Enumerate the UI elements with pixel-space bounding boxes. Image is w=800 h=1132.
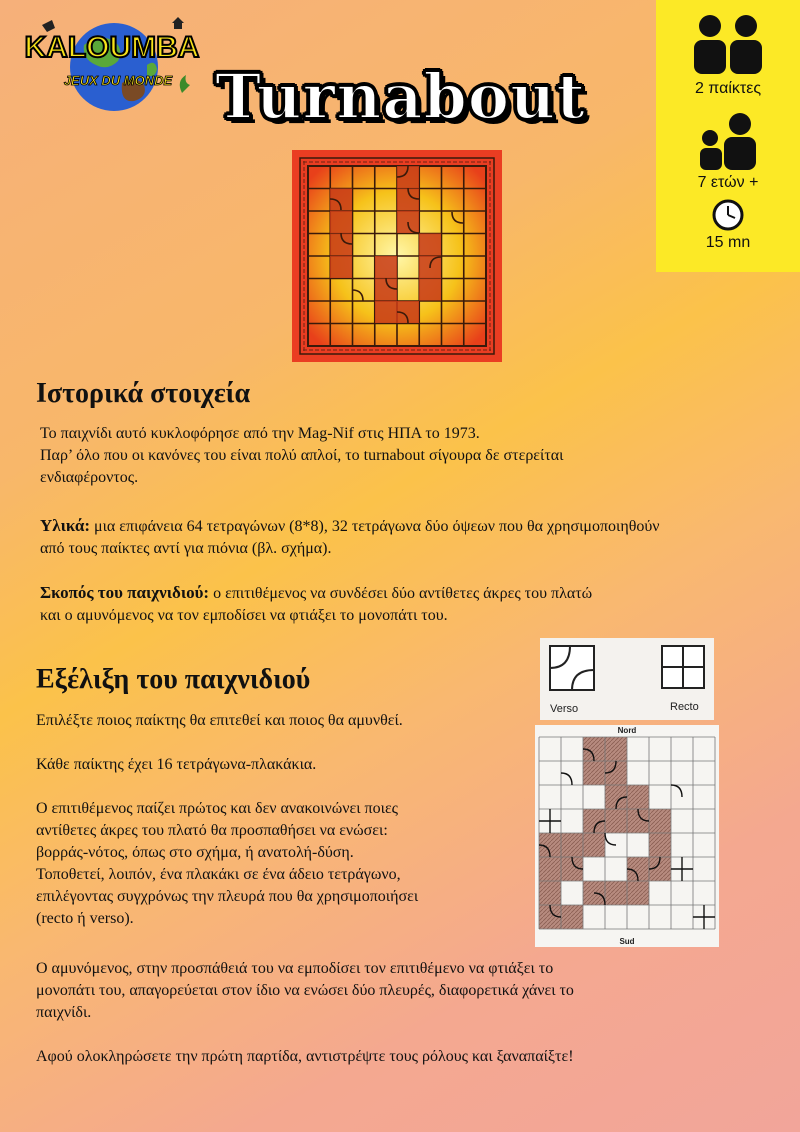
board-path-figure [535, 725, 719, 947]
duration: 15 mn [705, 234, 751, 251]
gameplay-p3-line-4: Τοποθετεί, λοιπόν, ένα πλακάκι σε ένα άδειο τετράγωνο, [36, 866, 401, 883]
gameplay-p1: Επιλέξτε ποιος παίκτης θα επιτεθεί και ποιος θα αμυνθεί. [36, 712, 403, 729]
gameplay-p4 [36, 958, 756, 1024]
materials-line-2: από τους παίκτες αντί για πιόνια (βλ. σχήμα). [40, 540, 332, 557]
gameplay-p2: Κάθε παίκτης έχει 16 τετράγωνα-πλακάκια. [36, 756, 317, 773]
materials-paragraph [40, 515, 790, 560]
intro-line-2: Παρ’ όλο που οι κανόνες του είναι πολύ απλοί, το turnabout σίγουρα δε στερείται [40, 447, 564, 464]
kaloumba-logo [22, 5, 202, 115]
board-illustration [292, 150, 502, 362]
goal-line-1: ο επιτιθέμενος να συνδέσει δύο αντίθετες άκρες του πλατώ [209, 585, 593, 602]
goal-line-2: και ο αμυνόμενος να τον εμποδίσει να φτιάξει το μονοπάτι του. [40, 607, 448, 624]
info-box [656, 0, 800, 272]
gameplay-p3-line-3: βορράς-νότος, όπως στο σχήμα, ή ανατολή-δύση. [36, 844, 354, 861]
gameplay-p5: Αφού ολοκληρώσετε την πρώτη παρτίδα, αντιστρέψτε τους ρόλους και ξαναπαίξτε! [36, 1048, 574, 1065]
history-intro [40, 423, 740, 489]
south-label: Sud [619, 937, 635, 946]
materials-label: Υλικά: [40, 516, 90, 535]
gameplay-heading: Εξέλιξη του παιχνιδιού [36, 664, 311, 695]
players-count: 2 παίκτες [694, 80, 762, 97]
verso-label: Verso [550, 703, 579, 715]
logo-brand: KALOUMBA [24, 31, 200, 64]
history-heading: Ιστορικά στοιχεία [36, 378, 251, 409]
two-players-icon [688, 12, 768, 74]
north-label: Nord [617, 726, 637, 735]
logo-subtitle: JEUX DU MONDE [63, 73, 173, 88]
gameplay-p4-line-1: Ο αμυνόμενος, στην προσπάθειά του να εμποδίσει τον επιτιθέμενο να φτιάξει το [36, 960, 554, 977]
adult-child-icon [698, 112, 758, 170]
game-title: Turnabout [215, 60, 586, 133]
gameplay-p3 [36, 798, 526, 930]
gameplay-p3-line-1: Ο επιτιθέμενος παίζει πρώτος και δεν ανακοινώνει ποιες [36, 800, 398, 817]
recto-label: Recto [670, 701, 699, 713]
gameplay-p3-line-2: αντίθετες άκρες του πλατό θα προσπαθήσει να ενώσει: [36, 822, 388, 839]
gameplay-p4-line-3: παιχνίδι. [36, 1004, 92, 1021]
age-range: 7 ετών + [697, 174, 759, 191]
clock-icon [711, 198, 745, 232]
verso-recto-figure [540, 638, 714, 720]
gameplay-p3-line-5: επιλέγοντας συγχρόνως την πλευρά που θα χρησιμοποιήσει [36, 888, 419, 905]
intro-line-3: ενδιαφέροντος. [40, 469, 139, 486]
goal-label: Σκοπός του παιχνιδιού: [40, 583, 210, 602]
materials-line-1: μια επιφάνεια 64 τετραγώνων (8*8), 32 τετράγωνα δύο όψεων που θα χρησιμοποιηθούν [90, 518, 660, 535]
goal-paragraph [40, 582, 760, 627]
gameplay-p4-line-2: μονοπάτι του, απαγορεύεται στον ίδιο να ενώσει δύο πλευρές, διαφορετικά χάνει το [36, 982, 574, 999]
gameplay-p3-line-6: (recto ή verso). [36, 910, 134, 927]
intro-line-1: Το παιχνίδι αυτό κυκλοφόρησε από την Mag-Nif στις ΗΠΑ το 1973. [40, 425, 480, 442]
